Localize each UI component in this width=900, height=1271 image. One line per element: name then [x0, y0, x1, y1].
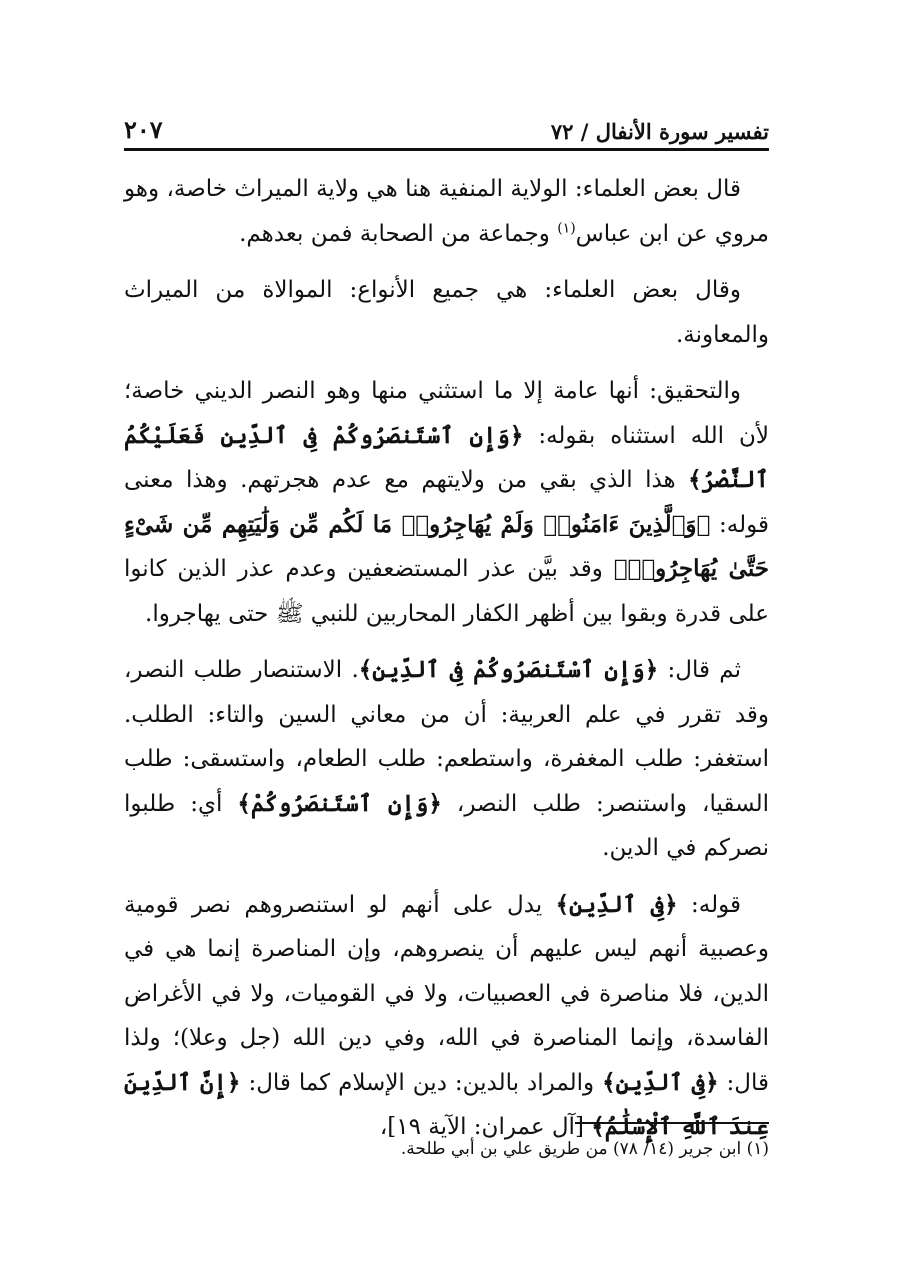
paragraph-text: أي: طلبوا نصركم في الدين. [124, 790, 769, 861]
header-rule [124, 148, 769, 151]
ornate-bracket: ﴿ [227, 1068, 241, 1096]
paragraph-text: . الاستنصار طلب النصر، وقد تقرر في علم العربية: أن من معاني السين والتاء: الطلب. استغفر: طلب المغفرة، واستطعم: طلب الطعام، واستسقى: طلب السقيا، واستنصر: طلب النصر، [124, 657, 769, 817]
book-page [124, 100, 769, 1150]
ornate-bracket: ﴾ [602, 1068, 616, 1096]
running-title: تفسير سورة الأنفال / ٧٢ [550, 119, 769, 144]
ornate-bracket: ﴿ [664, 890, 678, 918]
paragraph [124, 369, 769, 636]
paragraph-text: قوله: [677, 891, 742, 918]
paragraph-text: والتحقيق: أنها عامة إلا ما استثني منها وهو النصر الديني خاصة؛ لأن الله استثناه بقوله: [124, 378, 769, 449]
paragraph [124, 648, 769, 871]
ornate-bracket: ﴾ [613, 555, 628, 582]
footnote-separator [575, 1122, 769, 1124]
quran-verse: وَإِنِ ٱسْتَنصَرُوكُمْ فِى ٱلدِّينِ فَعَلَيْكُمُ ٱلنَّصْرُ [124, 421, 769, 493]
ornate-bracket: ﴾ [688, 466, 702, 493]
ornate-bracket: ﴿ [705, 1068, 719, 1096]
ornate-bracket: ﴿ [509, 421, 524, 449]
ornate-bracket: ﴾ [591, 1113, 605, 1140]
page-header [124, 100, 769, 144]
ornate-bracket: ﴾ [358, 656, 373, 683]
paragraph-text: [آل عمران: الآية ١٩]، [379, 1114, 592, 1140]
page-number: ٢٠٧ [124, 115, 163, 144]
paragraph [124, 268, 769, 357]
paragraph [124, 883, 769, 1150]
paragraph-text: وقد بيَّن عذر المستضعفين وعدم عذر الذين كانوا على قدرة وبقوا بين أظهر الكفار المحاربين للنبي ﷺ حتى يهاجروا. [124, 556, 769, 627]
ornate-bracket: ﴾ [555, 890, 570, 918]
paragraph-text: ثم قال: [658, 657, 741, 683]
quran-verse: وَإِنِ ٱسْتَنصَرُوكُمْ [250, 789, 429, 817]
paragraph-text: هذا الذي بقي من ولايتهم مع عدم هجرتهم. وهذا معنى قوله: [124, 467, 769, 538]
footnote: (١) ابن جرير (١٤/ ٧٨) من طريق علي بن أبي طلحة. [400, 1139, 769, 1159]
ornate-bracket: ﴾ [237, 789, 251, 817]
quran-verse: فِى ٱلدِّينِ [615, 1068, 706, 1096]
body-text [124, 167, 769, 1150]
paragraph-text: والمراد بالدين: دين الإسلام كما قال: [240, 1069, 603, 1096]
quran-verse: فِى ٱلدِّينِ [569, 890, 665, 918]
quran-verse: إِنَّ ٱلدِّينَ عِندَ ٱللَّهِ ٱلْإِسْلَٰمُ [124, 1068, 769, 1140]
ornate-bracket: ﴿ [644, 656, 659, 683]
paragraph [124, 167, 769, 256]
paragraph-text: وجماعة من الصحابة فمن بعدهم. [239, 220, 558, 247]
quran-verse: وَٱلَّذِينَ ءَامَنُوا۟ وَلَمْ يُهَاجِرُوا۟ مَا لَكُم مِّن وَلَٰيَتِهِم مِّن شَىْءٍ حَتَّىٰ يُهَاجِرُوا۟ [124, 510, 769, 582]
paragraph-text: يدل على أنهم لو استنصروهم نصر قومية وعصبية أنهم ليس عليهم أن ينصروهم، وإن المناصرة إنما هي في الدين، فلا مناصرة في العصبيات، ولا في القوميات، ولا في الأغراض الفاسدة، وإنما المناصرة في الله، وفي دين الله (جل وعلا)؛ ولذا قال: [124, 891, 769, 1096]
paragraph-text: قال بعض العلماء: الولاية المنفية هنا هي ولاية الميراث خاصة، وهو مروي عن ابن عباس [124, 176, 769, 247]
ornate-bracket: ﴿ [696, 510, 711, 538]
footnote-reference: (١) [557, 219, 576, 236]
quran-verse: وَإِنِ ٱسْتَنصَرُوكُمْ فِى ٱلدِّينِ [372, 656, 645, 683]
paragraph-text: وقال بعض العلماء: هي جميع الأنواع: الموالاة من الميراث والمعاونة. [124, 277, 769, 348]
ornate-bracket: ﴿ [428, 789, 442, 817]
